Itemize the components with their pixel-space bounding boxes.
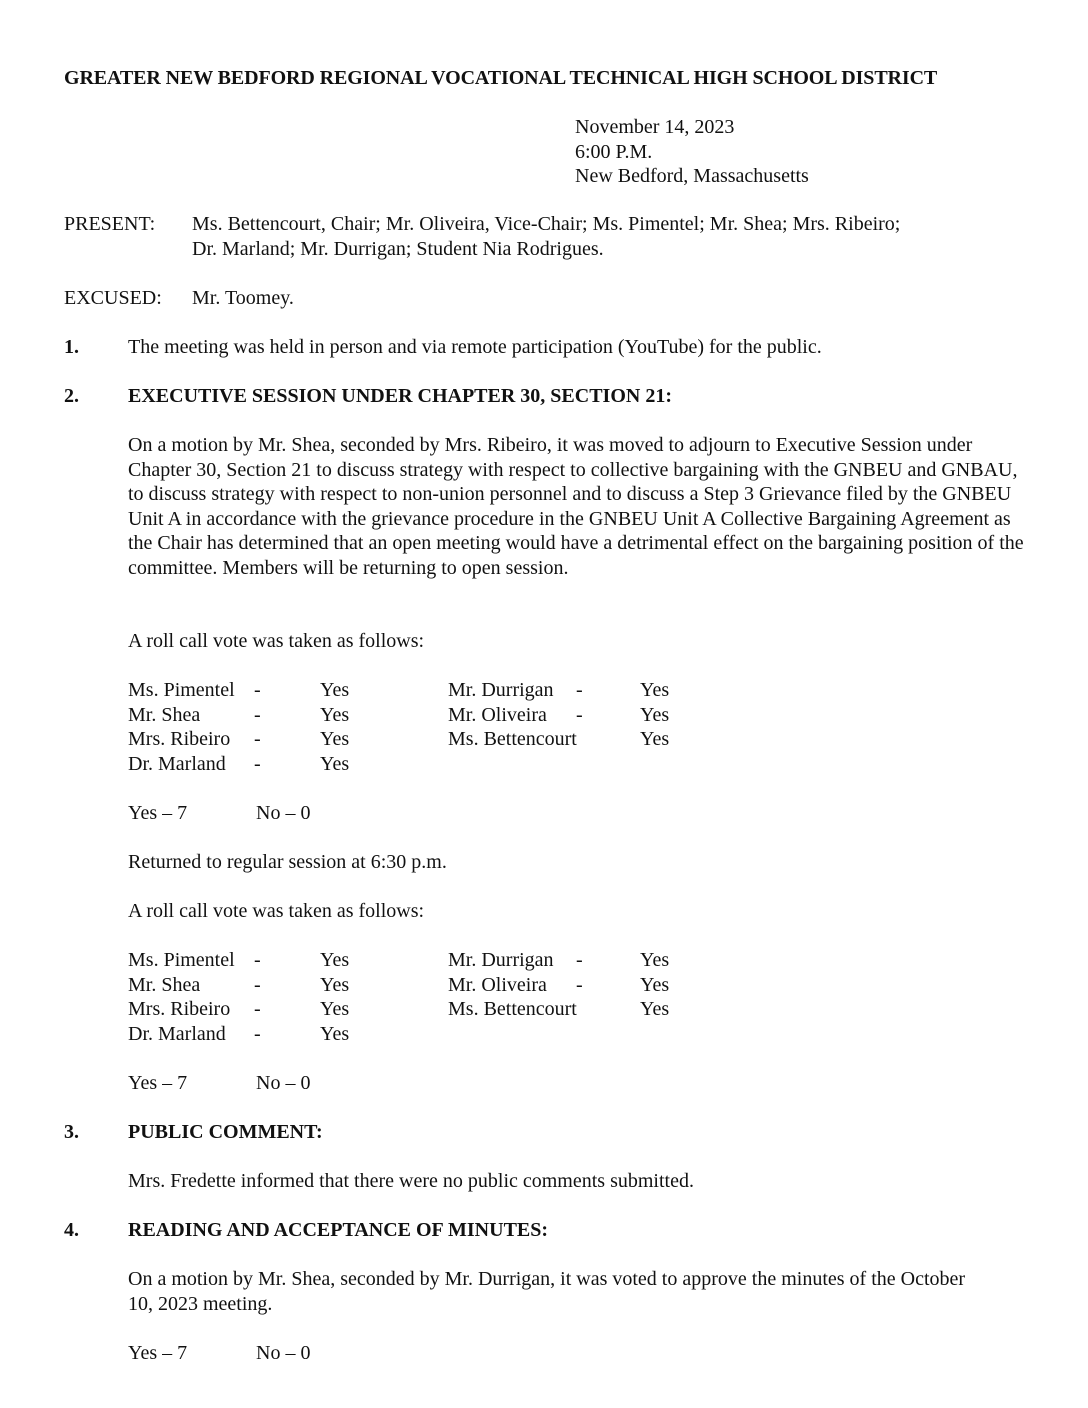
vote-tally-3	[128, 1341, 528, 1366]
no-count: No – 0	[256, 1342, 311, 1364]
voter-name: Dr. Marland	[128, 752, 226, 775]
item-2-heading: EXECUTIVE SESSION UNDER CHAPTER 30, SECTION 21:	[128, 385, 672, 407]
item-4-heading: READING AND ACCEPTANCE OF MINUTES:	[128, 1219, 549, 1241]
vote-value: Yes	[640, 973, 670, 996]
item-2-number: 2.	[64, 385, 79, 407]
vote-row	[128, 948, 728, 973]
vote-dash: -	[254, 973, 261, 996]
voter-name: Ms. Pimentel	[128, 679, 235, 701]
vote-dash: -	[254, 998, 261, 1020]
yes-count: Yes – 7	[128, 1342, 188, 1364]
vote-value: Yes	[640, 728, 670, 750]
vote-row	[128, 678, 728, 703]
vote-dash: -	[254, 949, 261, 971]
vote-row	[128, 997, 728, 1022]
present-label: PRESENT:	[64, 213, 156, 235]
roll-call-table-2	[128, 948, 728, 1046]
no-count: No – 0	[256, 802, 311, 824]
vote-row	[128, 973, 728, 998]
vote-value: Yes	[640, 679, 670, 701]
voter-name: Mr. Durrigan	[448, 949, 554, 971]
item-3-heading: PUBLIC COMMENT:	[128, 1121, 323, 1143]
voter-name: Mr. Shea	[128, 703, 201, 726]
vote-value: Yes	[320, 949, 350, 971]
vote-dash: -	[254, 1022, 261, 1045]
roll-call-intro-2: A roll call vote was taken as follows:	[128, 900, 425, 922]
vote-value: Yes	[320, 679, 350, 701]
roll-call-intro-1: A roll call vote was taken as follows:	[128, 630, 425, 652]
vote-row	[128, 1022, 728, 1047]
present-line-2: Dr. Marland; Mr. Durrigan; Student Nia Rodrigues.	[192, 237, 604, 260]
yes-count: Yes – 7	[128, 802, 188, 824]
vote-dash: -	[576, 679, 583, 701]
vote-value: Yes	[320, 973, 350, 996]
vote-row	[128, 752, 728, 777]
item-4-number: 4.	[64, 1219, 79, 1241]
voter-name: Ms. Pimentel	[128, 949, 235, 971]
item-3-number: 3.	[64, 1121, 79, 1143]
vote-dash: -	[254, 703, 261, 726]
vote-tally-1	[128, 801, 528, 826]
item-1-text: The meeting was held in person and via remote participation (YouTube) for the public.	[128, 336, 822, 358]
returned-to-session: Returned to regular session at 6:30 p.m.	[128, 851, 447, 873]
voter-name: Mr. Durrigan	[448, 679, 554, 701]
vote-value: Yes	[320, 998, 350, 1020]
meeting-time: 6:00 P.M.	[575, 140, 653, 163]
vote-dash: -	[576, 973, 583, 996]
roll-call-table-1	[128, 678, 728, 776]
item-1-number: 1.	[64, 336, 79, 358]
voter-name: Mrs. Ribeiro	[128, 998, 231, 1020]
vote-dash: -	[254, 728, 261, 750]
vote-row	[128, 727, 728, 752]
meeting-date-block	[575, 115, 809, 189]
present-line-1: Ms. Bettencourt, Chair; Mr. Oliveira, Vice-Chair; Ms. Pimentel; Mr. Shea; Mrs. Ribeiro;	[192, 213, 901, 235]
item-3-text: Mrs. Fredette informed that there were no public comments submitted.	[128, 1170, 694, 1192]
voter-name: Mr. Oliveira	[448, 703, 547, 726]
voter-name: Mrs. Ribeiro	[128, 728, 231, 750]
vote-dash: -	[254, 679, 261, 701]
meeting-date: November 14, 2023	[575, 116, 735, 138]
present-list	[192, 212, 1042, 261]
vote-dash: -	[254, 752, 261, 775]
vote-value: Yes	[320, 752, 350, 775]
excused-list: Mr. Toomey.	[192, 287, 294, 309]
district-heading: GREATER NEW BEDFORD REGIONAL VOCATIONAL TECHNICAL HIGH SCHOOL DISTRICT	[64, 67, 938, 89]
no-count: No – 0	[256, 1072, 311, 1094]
voter-name: Ms. Bettencourt	[448, 728, 577, 750]
vote-value: Yes	[320, 1022, 350, 1045]
vote-value: Yes	[640, 949, 670, 971]
item-2-motion: On a motion by Mr. Shea, seconded by Mrs. Ribeiro, it was moved to adjourn to Executive Session under Chapter 30, Section 21 to discuss strategy with respect to collective bargaining with the GNBEU and GNBAU, to discuss strategy with respect to non-union personnel and to discuss a Step 3 Grievance filed by the GNBEU Unit A in accordance with the grievance procedure in the GNBEU Unit A Collective Bargaining Agreement as the Chair has determined that an open meeting would have a detrimental effect on the bargaining position of the committee. Members will be returning to open session.	[128, 434, 1024, 579]
vote-value: Yes	[640, 998, 670, 1020]
vote-dash: -	[576, 703, 583, 726]
vote-value: Yes	[640, 703, 670, 726]
yes-count: Yes – 7	[128, 1072, 188, 1094]
item-4-motion: On a motion by Mr. Shea, seconded by Mr. Durrigan, it was voted to approve the minutes of the October 10, 2023 meeting.	[128, 1268, 966, 1315]
voter-name: Mr. Shea	[128, 973, 201, 996]
vote-dash: -	[576, 949, 583, 971]
vote-value: Yes	[320, 703, 350, 726]
excused-label: EXCUSED:	[64, 287, 162, 309]
vote-value: Yes	[320, 728, 350, 750]
voter-name: Dr. Marland	[128, 1022, 226, 1045]
voter-name: Ms. Bettencourt	[448, 998, 577, 1020]
meeting-location: New Bedford, Massachusetts	[575, 165, 809, 187]
vote-row	[128, 703, 728, 728]
voter-name: Mr. Oliveira	[448, 973, 547, 996]
vote-tally-2	[128, 1071, 528, 1096]
